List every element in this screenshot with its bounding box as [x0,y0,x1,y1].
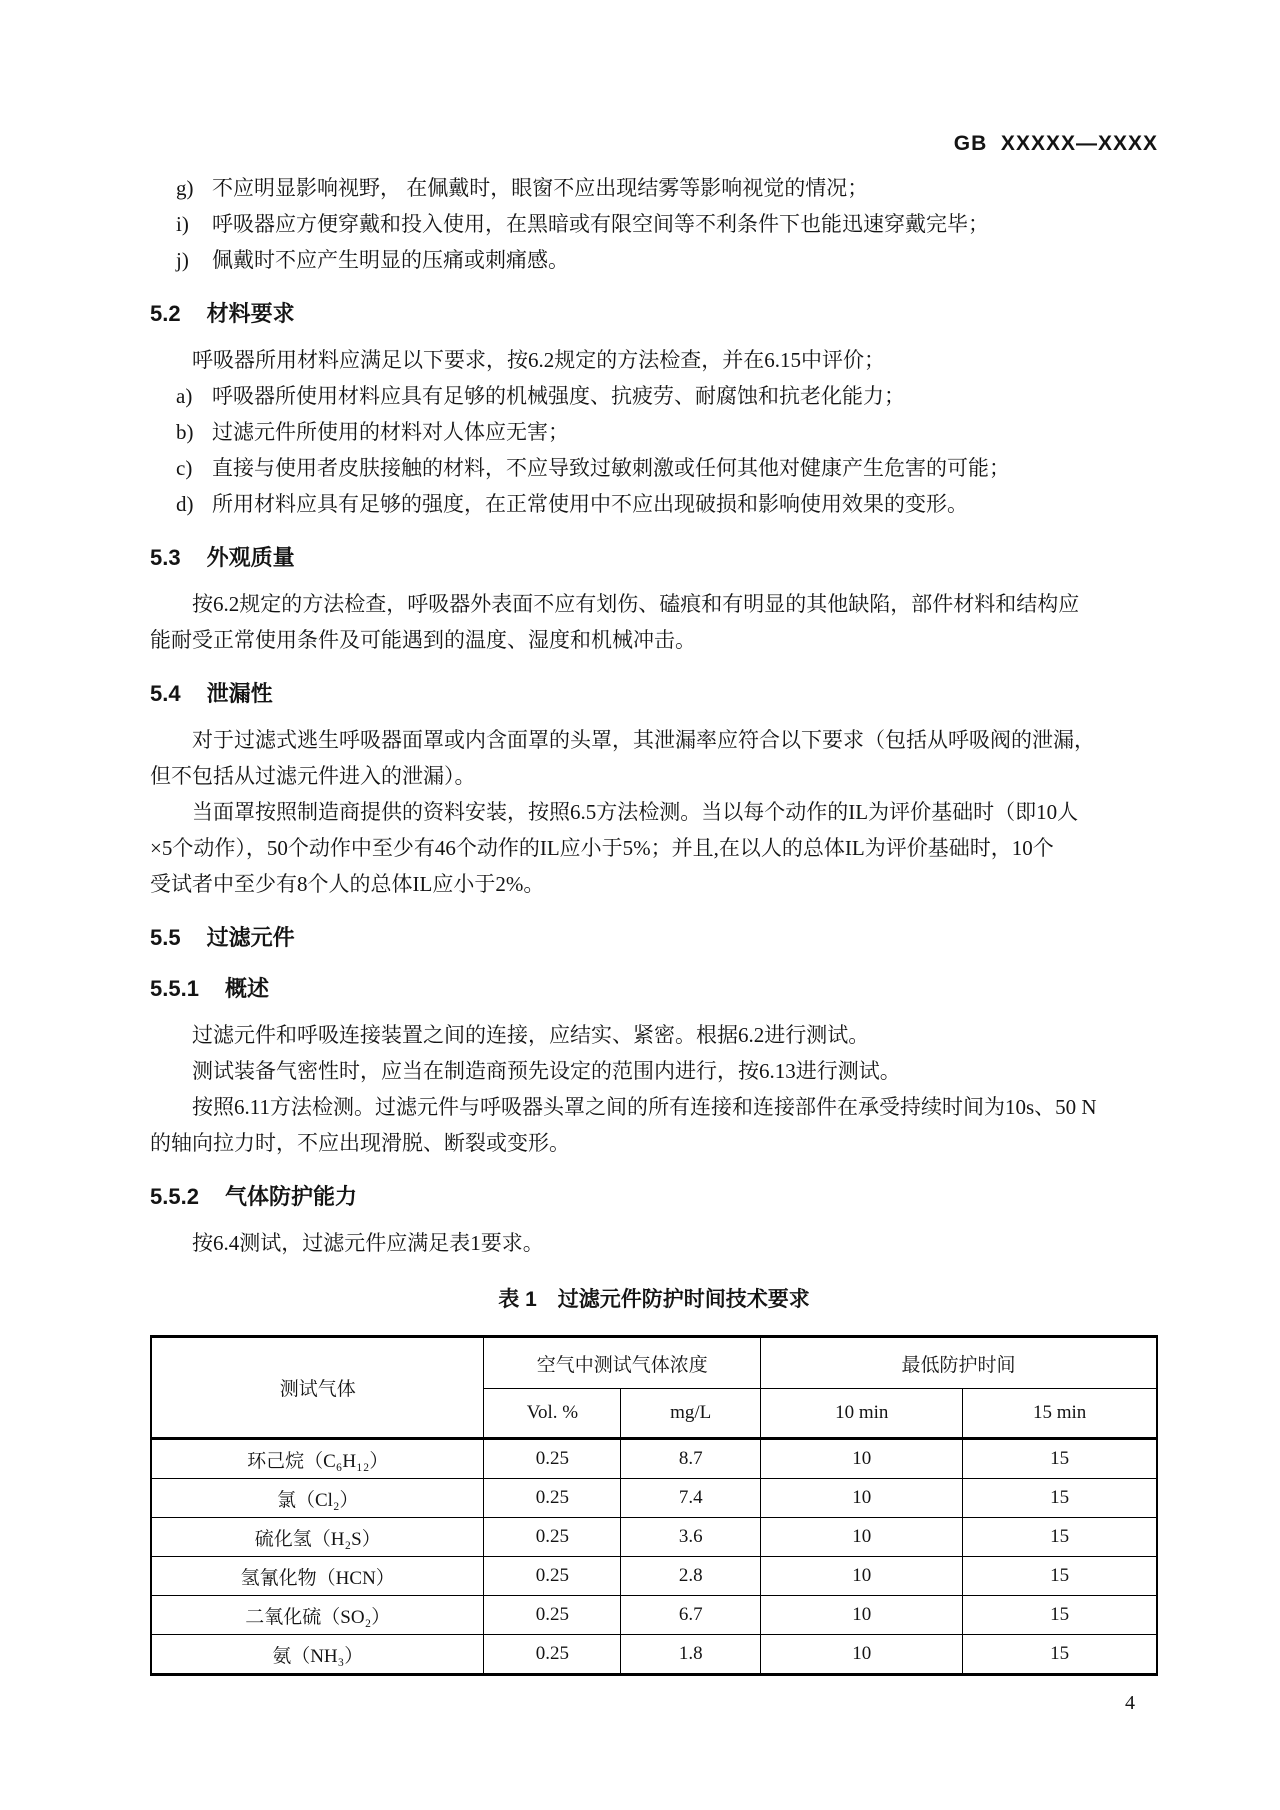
list-marker: c) [176,456,193,480]
paragraph-line: 呼吸器所用材料应满足以下要求，按6.2规定的方法检查，并在6.15中评价； [192,348,885,372]
paragraph-line: 按6.2规定的方法检查，呼吸器外表面不应有划伤、磕痕和有明显的其他缺陷，部件材料和结构应 [192,592,1080,616]
list-item [150,414,1158,450]
cell-10min: 10 [761,1635,963,1675]
section-title: 概述 [224,976,269,1001]
paragraph-line: 按6.4测试，过滤元件应满足表1要求。 [192,1231,544,1255]
list-item [150,378,1158,414]
list-marker: j) [176,248,189,272]
cell-gas: 氨（NH₃） [151,1635,484,1675]
cell-vol: 0.25 [484,1557,621,1596]
cell-vol: 0.25 [484,1518,621,1557]
section-heading-5-5-2 [150,1182,1158,1212]
list-marker: b) [176,420,194,444]
table-row [151,1439,1157,1479]
table-row [151,1479,1157,1518]
col-header-15min: 15 min [963,1389,1157,1439]
col-header-test-gas: 测试气体 [151,1337,484,1439]
section-number: 5.5.2 [150,1184,199,1209]
cell-mgl: 7.4 [621,1479,761,1518]
list-item [150,450,1158,486]
table-row [151,1518,1157,1557]
list-item [150,486,1158,522]
section-number: 5.5 [150,925,181,950]
paragraph-line: 按照6.11方法检测。过滤元件与呼吸器头罩之间的所有连接和连接部件在承受持续时间为10s、50 N [192,1095,1097,1119]
cell-15min: 15 [963,1557,1157,1596]
cell-vol: 0.25 [484,1596,621,1635]
section-number: 5.5.1 [150,976,199,1001]
table-1 [150,1335,1158,1676]
paragraph-line: 当面罩按照制造商提供的资料安装，按照6.5方法检测。当以每个动作的IL为评价基础时（即10人 [192,800,1079,824]
list-text: 呼吸器所使用材料应具有足够的机械强度、抗疲劳、耐腐蚀和抗老化能力； [212,384,905,408]
cell-mgl: 1.8 [621,1635,761,1675]
list-item [150,206,1158,242]
section-heading-5-4 [150,679,1158,709]
section-heading-5-5 [150,923,1158,953]
list-text: 呼吸器应方便穿戴和投入使用，在黑暗或有限空间等不利条件下也能迅速穿戴完毕； [212,212,989,236]
table-header-row-1 [151,1337,1157,1389]
paragraph-line: 过滤元件和呼吸连接装置之间的连接，应结实、紧密。根据6.2进行测试。 [192,1023,870,1047]
section-title: 材料要求 [206,301,295,326]
paragraph-line: 测试装备气密性时，应当在制造商预先设定的范围内进行，按6.13进行测试。 [192,1059,901,1083]
list-marker: i) [176,212,189,236]
cell-gas: 氯（Cl₂） [151,1479,484,1518]
list-marker: d) [176,492,194,516]
list-text: 所用材料应具有足够的强度，在正常使用中不应出现破损和影响使用效果的变形。 [212,492,968,516]
cell-15min: 15 [963,1479,1157,1518]
list-marker: a) [176,384,193,408]
section-heading-5-3 [150,543,1158,573]
section-heading-5-2 [150,299,1158,329]
cell-mgl: 2.8 [621,1557,761,1596]
section-number: 5.3 [150,545,181,570]
cell-mgl: 8.7 [621,1439,761,1479]
cell-mgl: 3.6 [621,1518,761,1557]
cell-10min: 10 [761,1596,963,1635]
section-number: 5.2 [150,301,181,326]
cell-10min: 10 [761,1479,963,1518]
standard-code-header: GB XXXXX—XXXX [953,132,1158,155]
list-text: 不应明显影响视野， 在佩戴时，眼窗不应出现结雾等影响视觉的情况； [212,176,869,200]
cell-10min: 10 [761,1518,963,1557]
cell-15min: 15 [963,1518,1157,1557]
cell-gas: 硫化氢（H₂S） [151,1518,484,1557]
col-header-10min: 10 min [761,1389,963,1439]
cell-mgl: 6.7 [621,1596,761,1635]
col-header-min-protection-time: 最低防护时间 [761,1337,1157,1389]
paragraph-line: 但不包括从过滤元件进入的泄漏）。 [150,764,476,788]
top-list [150,170,1158,278]
paragraph-line: ×5个动作），50个动作中至少有46个动作的IL应小于5%；并且,在以人的总体IL为评价基础时，10个 [150,836,1054,860]
cell-vol: 0.25 [484,1439,621,1479]
paragraph-line: 对于过滤式逃生呼吸器面罩或内含面罩的头罩，其泄漏率应符合以下要求（包括从呼吸阀的泄漏， [192,728,1095,752]
cell-10min: 10 [761,1439,963,1479]
list-text: 佩戴时不应产生明显的压痛或刺痛感。 [212,248,569,272]
table-1-title: 表 1 过滤元件防护时间技术要求 [498,1288,810,1311]
section-title: 泄漏性 [206,681,273,706]
cell-15min: 15 [963,1635,1157,1675]
cell-gas: 环己烷（C₆H₁₂） [151,1439,484,1479]
cell-15min: 15 [963,1596,1157,1635]
list-text: 直接与使用者皮肤接触的材料，不应导致过敏刺激或任何其他对健康产生危害的可能； [212,456,1010,480]
section-5-2-list [150,378,1158,522]
section-title: 外观质量 [206,545,295,570]
list-text: 过滤元件所使用的材料对人体应无害； [212,420,569,444]
cell-vol: 0.25 [484,1635,621,1675]
section-title: 过滤元件 [206,925,295,950]
table-row [151,1596,1157,1635]
list-item [150,170,1158,206]
section-title: 气体防护能力 [224,1184,357,1209]
cell-gas: 二氧化硫（SO₂） [151,1596,484,1635]
section-heading-5-5-1 [150,974,1158,1004]
col-header-vol-percent: Vol. % [484,1389,621,1439]
table-row [151,1557,1157,1596]
col-header-mg-per-l: mg/L [621,1389,761,1439]
cell-10min: 10 [761,1557,963,1596]
table-row [151,1635,1157,1675]
section-number: 5.4 [150,681,181,706]
paragraph-line: 受试者中至少有8个人的总体IL应小于2%。 [150,872,545,896]
paragraph-line: 能耐受正常使用条件及可能遇到的温度、湿度和机械冲击。 [150,628,696,652]
list-marker: g) [176,176,194,200]
cell-vol: 0.25 [484,1479,621,1518]
col-header-concentration: 空气中测试气体浓度 [484,1337,761,1389]
paragraph-line: 的轴向拉力时，不应出现滑脱、断裂或变形。 [150,1131,570,1155]
list-item [150,242,1158,278]
cell-15min: 15 [963,1439,1157,1479]
page-number: 4 [1125,1692,1135,1714]
cell-gas: 氢氰化物（HCN） [151,1557,484,1596]
